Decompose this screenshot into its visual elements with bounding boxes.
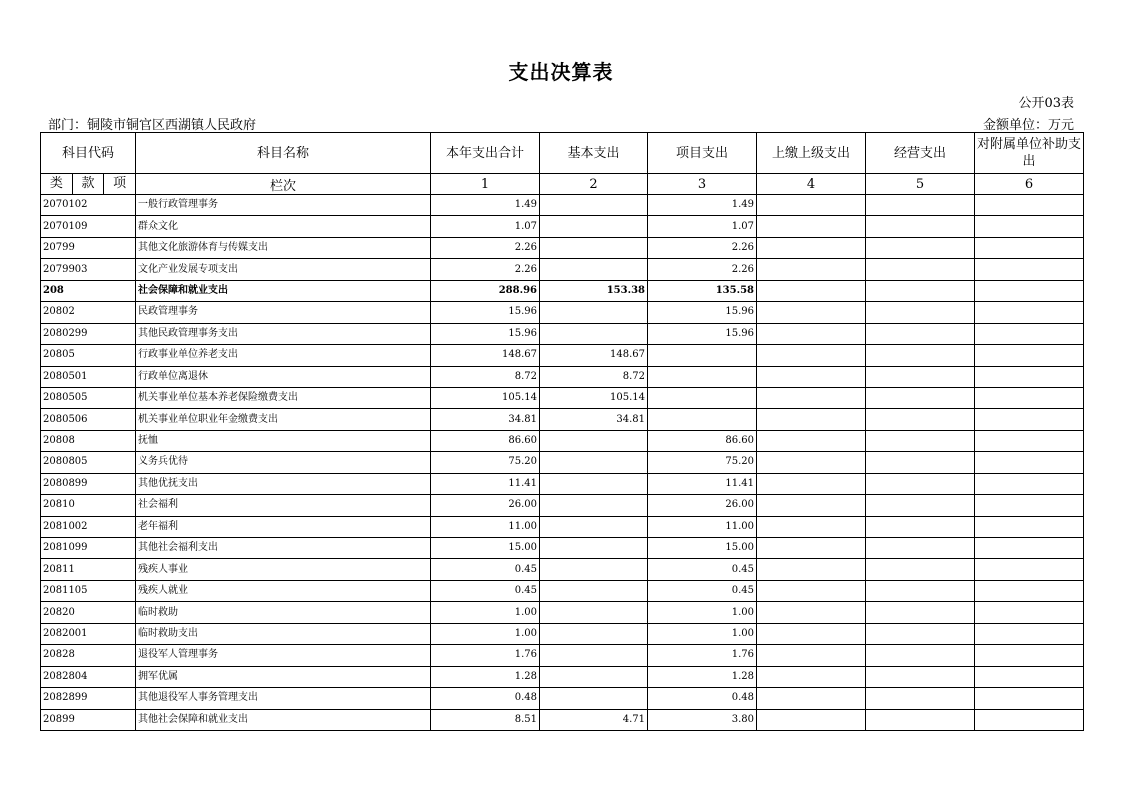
cell-subsidy [975, 280, 1084, 301]
cell-upper [757, 516, 866, 537]
cell-name: 社会保障和就业支出 [136, 280, 431, 301]
page-title: 支出决算表 [508, 60, 614, 84]
cell-business [866, 538, 975, 559]
cell-upper [757, 645, 866, 666]
cell-name: 残疾人事业 [136, 559, 431, 580]
cell-code: 2070109 [41, 216, 136, 237]
cell-basic [540, 473, 648, 494]
cell-upper [757, 345, 866, 366]
cell-total: 1.00 [431, 623, 540, 644]
cell-project [648, 409, 757, 430]
cell-business [866, 580, 975, 601]
cell-project: 1.00 [648, 623, 757, 644]
cell-upper [757, 430, 866, 451]
sub-header-lei: 类 [41, 174, 73, 194]
table-code: 公开03表 [1018, 96, 1074, 111]
header-upper: 上缴上级支出 [757, 133, 866, 174]
header-total: 本年支出合计 [431, 133, 540, 174]
cell-subsidy [975, 559, 1084, 580]
cell-project: 1.76 [648, 645, 757, 666]
cell-business [866, 516, 975, 537]
cell-basic: 34.81 [540, 409, 648, 430]
cell-basic: 4.71 [540, 709, 648, 730]
cell-code: 20802 [41, 302, 136, 323]
cell-code: 20899 [41, 709, 136, 730]
cell-name: 拥军优属 [136, 666, 431, 687]
cell-upper [757, 195, 866, 216]
cell-business [866, 645, 975, 666]
cell-project: 2.26 [648, 259, 757, 280]
cell-project [648, 366, 757, 387]
cell-upper [757, 237, 866, 258]
cell-total: 15.96 [431, 302, 540, 323]
cell-name: 其他优抚支出 [136, 473, 431, 494]
cell-basic [540, 538, 648, 559]
cell-subsidy [975, 302, 1084, 323]
cell-project: 1.49 [648, 195, 757, 216]
cell-business [866, 709, 975, 730]
cell-business [866, 366, 975, 387]
cell-code: 2080805 [41, 452, 136, 473]
table-row [41, 709, 1084, 730]
table-row [41, 195, 1084, 216]
cell-upper [757, 495, 866, 516]
cell-project: 75.20 [648, 452, 757, 473]
table-row [41, 538, 1084, 559]
cell-name: 机关事业单位基本养老保险缴费支出 [136, 387, 431, 408]
cell-upper [757, 559, 866, 580]
cell-code: 2079903 [41, 259, 136, 280]
cell-upper [757, 259, 866, 280]
cell-name: 文化产业发展专项支出 [136, 259, 431, 280]
cell-project: 15.00 [648, 538, 757, 559]
cell-upper [757, 323, 866, 344]
cell-total: 105.14 [431, 387, 540, 408]
cell-project: 1.00 [648, 602, 757, 623]
cell-business [866, 666, 975, 687]
cell-total: 1.28 [431, 666, 540, 687]
cell-basic [540, 495, 648, 516]
cell-name: 民政管理事务 [136, 302, 431, 323]
cell-subsidy [975, 538, 1084, 559]
cell-code: 2081105 [41, 580, 136, 601]
cell-project: 11.41 [648, 473, 757, 494]
header-row [41, 133, 1084, 174]
cell-basic [540, 195, 648, 216]
sub-header-row [41, 174, 1084, 195]
cell-name: 社会福利 [136, 495, 431, 516]
cell-name: 老年福利 [136, 516, 431, 537]
cell-name: 其他社会福利支出 [136, 538, 431, 559]
table-row [41, 280, 1084, 301]
cell-basic [540, 237, 648, 258]
cell-total: 26.00 [431, 495, 540, 516]
table-row [41, 430, 1084, 451]
sub-header-c2: 2 [540, 174, 648, 195]
cell-subsidy [975, 645, 1084, 666]
cell-upper [757, 216, 866, 237]
cell-total: 1.76 [431, 645, 540, 666]
table-row [41, 345, 1084, 366]
table-row [41, 366, 1084, 387]
cell-name: 退役军人管理事务 [136, 645, 431, 666]
table-row [41, 645, 1084, 666]
table-row [41, 495, 1084, 516]
cell-project: 15.96 [648, 302, 757, 323]
cell-basic: 105.14 [540, 387, 648, 408]
cell-business [866, 280, 975, 301]
cell-upper [757, 580, 866, 601]
sub-header-kuan: 款 [73, 174, 105, 194]
cell-total: 8.72 [431, 366, 540, 387]
cell-total: 2.26 [431, 237, 540, 258]
cell-project: 0.45 [648, 559, 757, 580]
sub-header-c1: 1 [431, 174, 540, 195]
cell-name: 群众文化 [136, 216, 431, 237]
cell-code: 2080505 [41, 387, 136, 408]
cell-upper [757, 387, 866, 408]
cell-total: 1.00 [431, 602, 540, 623]
table-row [41, 580, 1084, 601]
cell-subsidy [975, 216, 1084, 237]
table-row [41, 623, 1084, 644]
cell-upper [757, 366, 866, 387]
cell-subsidy [975, 259, 1084, 280]
cell-total: 86.60 [431, 430, 540, 451]
cell-basic [540, 688, 648, 709]
cell-code: 20799 [41, 237, 136, 258]
cell-business [866, 623, 975, 644]
cell-upper [757, 302, 866, 323]
cell-basic [540, 602, 648, 623]
cell-name: 其他退役军人事务管理支出 [136, 688, 431, 709]
table-row [41, 666, 1084, 687]
table-row [41, 473, 1084, 494]
cell-name: 行政事业单位养老支出 [136, 345, 431, 366]
table-row [41, 237, 1084, 258]
cell-total: 0.45 [431, 559, 540, 580]
cell-code: 2080501 [41, 366, 136, 387]
cell-total: 148.67 [431, 345, 540, 366]
cell-upper [757, 666, 866, 687]
cell-name: 抚恤 [136, 430, 431, 451]
cell-subsidy [975, 688, 1084, 709]
table-row [41, 216, 1084, 237]
cell-business [866, 452, 975, 473]
cell-upper [757, 280, 866, 301]
cell-code: 20810 [41, 495, 136, 516]
header-business: 经营支出 [866, 133, 975, 174]
cell-basic [540, 430, 648, 451]
cell-code: 20820 [41, 602, 136, 623]
cell-business [866, 216, 975, 237]
cell-business [866, 409, 975, 430]
cell-business [866, 259, 975, 280]
cell-code: 2082001 [41, 623, 136, 644]
table-row [41, 602, 1084, 623]
cell-basic [540, 580, 648, 601]
table-row [41, 516, 1084, 537]
cell-upper [757, 623, 866, 644]
cell-code: 2080299 [41, 323, 136, 344]
cell-code: 2080506 [41, 409, 136, 430]
cell-business [866, 302, 975, 323]
cell-total: 288.96 [431, 280, 540, 301]
cell-basic [540, 623, 648, 644]
cell-basic [540, 302, 648, 323]
cell-business [866, 345, 975, 366]
cell-subsidy [975, 195, 1084, 216]
header-subsidy: 对附属单位补助支出 [975, 133, 1084, 174]
cell-name: 残疾人就业 [136, 580, 431, 601]
cell-total: 0.48 [431, 688, 540, 709]
sub-header-xiang: 项 [113, 176, 127, 191]
cell-basic: 153.38 [540, 280, 648, 301]
cell-code: 2082804 [41, 666, 136, 687]
cell-business [866, 430, 975, 451]
cell-project: 135.58 [648, 280, 757, 301]
header-basic: 基本支出 [540, 133, 648, 174]
cell-total: 1.49 [431, 195, 540, 216]
cell-project: 11.00 [648, 516, 757, 537]
cell-total: 15.00 [431, 538, 540, 559]
cell-project: 15.96 [648, 323, 757, 344]
cell-total: 34.81 [431, 409, 540, 430]
cell-basic [540, 559, 648, 580]
cell-business [866, 323, 975, 344]
cell-business [866, 237, 975, 258]
unit-label: 金额单位：万元 [982, 118, 1074, 133]
cell-business [866, 195, 975, 216]
cell-name: 临时救助支出 [136, 623, 431, 644]
cell-basic [540, 216, 648, 237]
cell-project: 2.26 [648, 237, 757, 258]
cell-project: 26.00 [648, 495, 757, 516]
cell-name: 机关事业单位职业年金缴费支出 [136, 409, 431, 430]
header-name: 科目名称 [136, 133, 431, 174]
cell-total: 11.00 [431, 516, 540, 537]
cell-code: 20811 [41, 559, 136, 580]
cell-subsidy [975, 323, 1084, 344]
cell-subsidy [975, 623, 1084, 644]
cell-basic: 148.67 [540, 345, 648, 366]
sub-header-c6: 6 [975, 174, 1084, 195]
cell-code: 20808 [41, 430, 136, 451]
cell-subsidy [975, 409, 1084, 430]
cell-project [648, 345, 757, 366]
cell-subsidy [975, 387, 1084, 408]
cell-name: 义务兵优待 [136, 452, 431, 473]
header-code: 科目代码 [41, 133, 136, 174]
cell-total: 75.20 [431, 452, 540, 473]
cell-subsidy [975, 366, 1084, 387]
cell-project: 3.80 [648, 709, 757, 730]
cell-name: 其他民政管理事务支出 [136, 323, 431, 344]
cell-upper [757, 409, 866, 430]
cell-upper [757, 473, 866, 494]
cell-subsidy [975, 602, 1084, 623]
cell-subsidy [975, 452, 1084, 473]
cell-subsidy [975, 580, 1084, 601]
cell-total: 1.07 [431, 216, 540, 237]
cell-basic [540, 452, 648, 473]
department-label: 部门：铜陵市铜官区西湖镇人民政府 [48, 118, 257, 133]
cell-subsidy [975, 473, 1084, 494]
cell-business [866, 495, 975, 516]
cell-project [648, 387, 757, 408]
cell-upper [757, 602, 866, 623]
cell-project: 0.48 [648, 688, 757, 709]
cell-basic [540, 516, 648, 537]
cell-code: 2080899 [41, 473, 136, 494]
cell-subsidy [975, 709, 1084, 730]
sub-header-lanci: 栏次 [136, 174, 431, 195]
cell-project: 86.60 [648, 430, 757, 451]
sub-header-code-parts [41, 174, 136, 195]
cell-name: 其他文化旅游体育与传媒支出 [136, 237, 431, 258]
table-row [41, 409, 1084, 430]
cell-total: 0.45 [431, 580, 540, 601]
table-row [41, 387, 1084, 408]
cell-code: 20828 [41, 645, 136, 666]
cell-upper [757, 688, 866, 709]
cell-code: 2070102 [41, 195, 136, 216]
cell-name: 其他社会保障和就业支出 [136, 709, 431, 730]
table-row [41, 302, 1084, 323]
cell-code: 20805 [41, 345, 136, 366]
cell-subsidy [975, 237, 1084, 258]
cell-subsidy [975, 666, 1084, 687]
cell-name: 一般行政管理事务 [136, 195, 431, 216]
cell-upper [757, 538, 866, 559]
cell-code: 2082899 [41, 688, 136, 709]
table-row [41, 559, 1084, 580]
cell-subsidy [975, 495, 1084, 516]
cell-business [866, 602, 975, 623]
cell-business [866, 473, 975, 494]
sub-header-c5: 5 [866, 174, 975, 195]
cell-code: 208 [41, 280, 136, 301]
cell-business [866, 387, 975, 408]
cell-name: 临时救助 [136, 602, 431, 623]
cell-upper [757, 709, 866, 730]
cell-business [866, 688, 975, 709]
sub-header-c4: 4 [757, 174, 866, 195]
cell-project: 1.07 [648, 216, 757, 237]
cell-total: 8.51 [431, 709, 540, 730]
cell-basic: 8.72 [540, 366, 648, 387]
sub-header-c3: 3 [648, 174, 757, 195]
cell-basic [540, 323, 648, 344]
table-row [41, 452, 1084, 473]
cell-business [866, 559, 975, 580]
cell-name: 行政单位离退休 [136, 366, 431, 387]
cell-total: 15.96 [431, 323, 540, 344]
cell-code: 2081099 [41, 538, 136, 559]
cell-project: 1.28 [648, 666, 757, 687]
table-body [41, 195, 1084, 731]
table-row [41, 688, 1084, 709]
expenditure-table [40, 132, 1084, 731]
cell-subsidy [975, 430, 1084, 451]
cell-total: 2.26 [431, 259, 540, 280]
cell-code: 2081002 [41, 516, 136, 537]
header-project: 项目支出 [648, 133, 757, 174]
cell-subsidy [975, 516, 1084, 537]
cell-project: 0.45 [648, 580, 757, 601]
cell-basic [540, 645, 648, 666]
cell-upper [757, 452, 866, 473]
table-row [41, 259, 1084, 280]
cell-basic [540, 666, 648, 687]
cell-total: 11.41 [431, 473, 540, 494]
cell-subsidy [975, 345, 1084, 366]
cell-basic [540, 259, 648, 280]
table-row [41, 323, 1084, 344]
